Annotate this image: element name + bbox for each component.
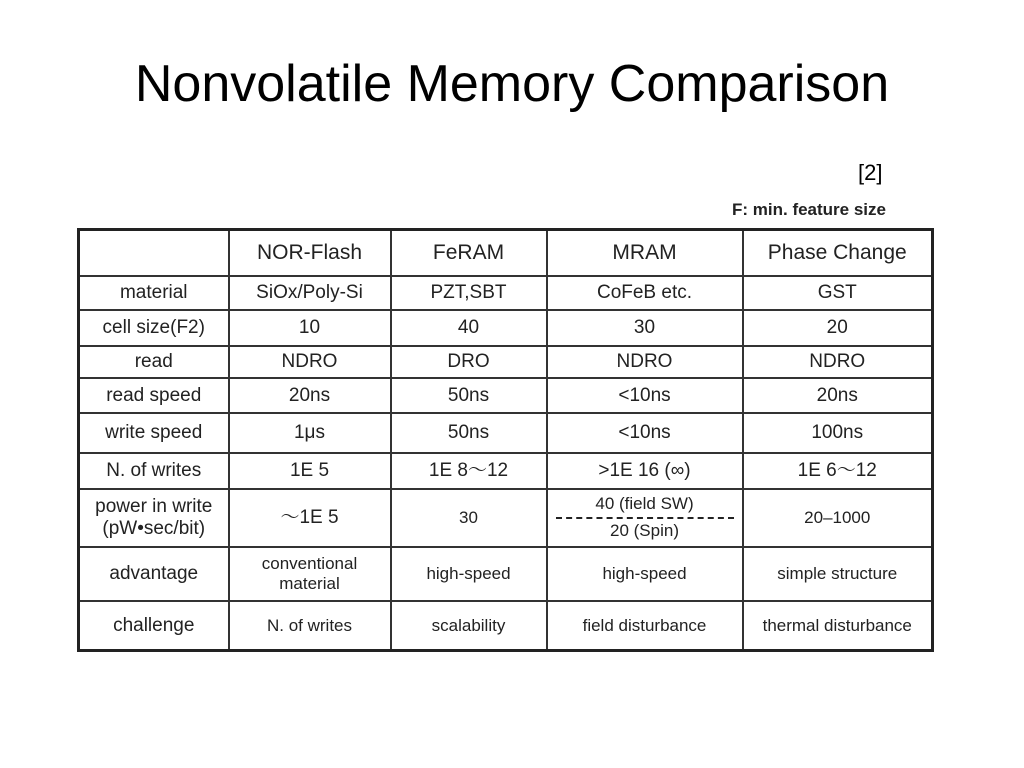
table-row xyxy=(79,276,933,310)
table-cell: 20ns xyxy=(743,378,933,413)
table-cell: 30 xyxy=(391,489,547,547)
table-cell: GST xyxy=(743,276,933,310)
row-label: read speed xyxy=(79,378,229,413)
table-row xyxy=(79,310,933,346)
table-cell: 20–1000 xyxy=(743,489,933,547)
row-label: material xyxy=(79,276,229,310)
table-cell: 100ns xyxy=(743,413,933,453)
table-cell: 50ns xyxy=(391,413,547,453)
table-cell: <10ns xyxy=(547,413,743,453)
table-cell: >1E 16 (∞) xyxy=(547,453,743,489)
table-cell: thermal disturbance xyxy=(743,601,933,651)
table-cell: <10ns xyxy=(547,378,743,413)
table-cell: high-speed xyxy=(547,547,743,601)
table-cell: SiOx/Poly-Si xyxy=(229,276,391,310)
row-label: read xyxy=(79,346,229,378)
row-label-line1: power in write xyxy=(95,496,213,518)
mram-power-field-sw: 40 (field SW) xyxy=(556,490,734,519)
slide-title: Nonvolatile Memory Comparison xyxy=(134,55,890,113)
table-row xyxy=(79,346,933,378)
table-cell: 10 xyxy=(229,310,391,346)
row-label: advantage xyxy=(79,547,229,601)
table-row xyxy=(79,378,933,413)
table-cell: DRO xyxy=(391,346,547,378)
reference-marker: [2] xyxy=(858,160,883,185)
table-cell: N. of writes xyxy=(229,601,391,651)
table-cell: PZT,SBT xyxy=(391,276,547,310)
table-cell: 1E 5 xyxy=(229,453,391,489)
table-cell: 1E 8〜12 xyxy=(391,453,547,489)
table-cell: NDRO xyxy=(547,346,743,378)
row-label-line2: (pW•sec/bit) xyxy=(102,518,206,539)
row-label: cell size(F2) xyxy=(79,310,229,346)
memory-comparison-table xyxy=(77,228,934,652)
header-corner xyxy=(79,230,229,277)
table-cell: 1μs xyxy=(229,413,391,453)
table-row xyxy=(79,547,933,601)
header-feram: FeRAM xyxy=(391,230,547,277)
table-cell: CoFeB etc. xyxy=(547,276,743,310)
row-label: challenge xyxy=(79,601,229,651)
table-cell: high-speed xyxy=(391,547,547,601)
header-nor-flash: NOR-Flash xyxy=(229,230,391,277)
table-cell: NDRO xyxy=(229,346,391,378)
table-cell: 1E 6〜12 xyxy=(743,453,933,489)
table-cell-split xyxy=(547,489,743,547)
header-phase-change: Phase Change xyxy=(743,230,933,277)
table-cell: scalability xyxy=(391,601,547,651)
table-cell: 30 xyxy=(547,310,743,346)
row-label: N. of writes xyxy=(79,453,229,489)
table-cell: 20ns xyxy=(229,378,391,413)
table-cell: 〜1E 5 xyxy=(229,489,391,547)
feature-size-note: F: min. feature size xyxy=(732,200,886,219)
table-header-row xyxy=(79,230,933,277)
table-row xyxy=(79,601,933,651)
row-label: write speed xyxy=(79,413,229,453)
table-row xyxy=(79,413,933,453)
table-row xyxy=(79,489,933,547)
table-cell: 20 xyxy=(743,310,933,346)
table-cell: 40 xyxy=(391,310,547,346)
header-mram: MRAM xyxy=(547,230,743,277)
mram-power-spin: 20 (Spin) xyxy=(610,521,679,540)
table-cell: conventional material xyxy=(229,547,391,601)
row-label xyxy=(79,489,229,547)
table-cell: 50ns xyxy=(391,378,547,413)
table-cell: field disturbance xyxy=(547,601,743,651)
table-row xyxy=(79,453,933,489)
table-cell: simple structure xyxy=(743,547,933,601)
table-cell: NDRO xyxy=(743,346,933,378)
